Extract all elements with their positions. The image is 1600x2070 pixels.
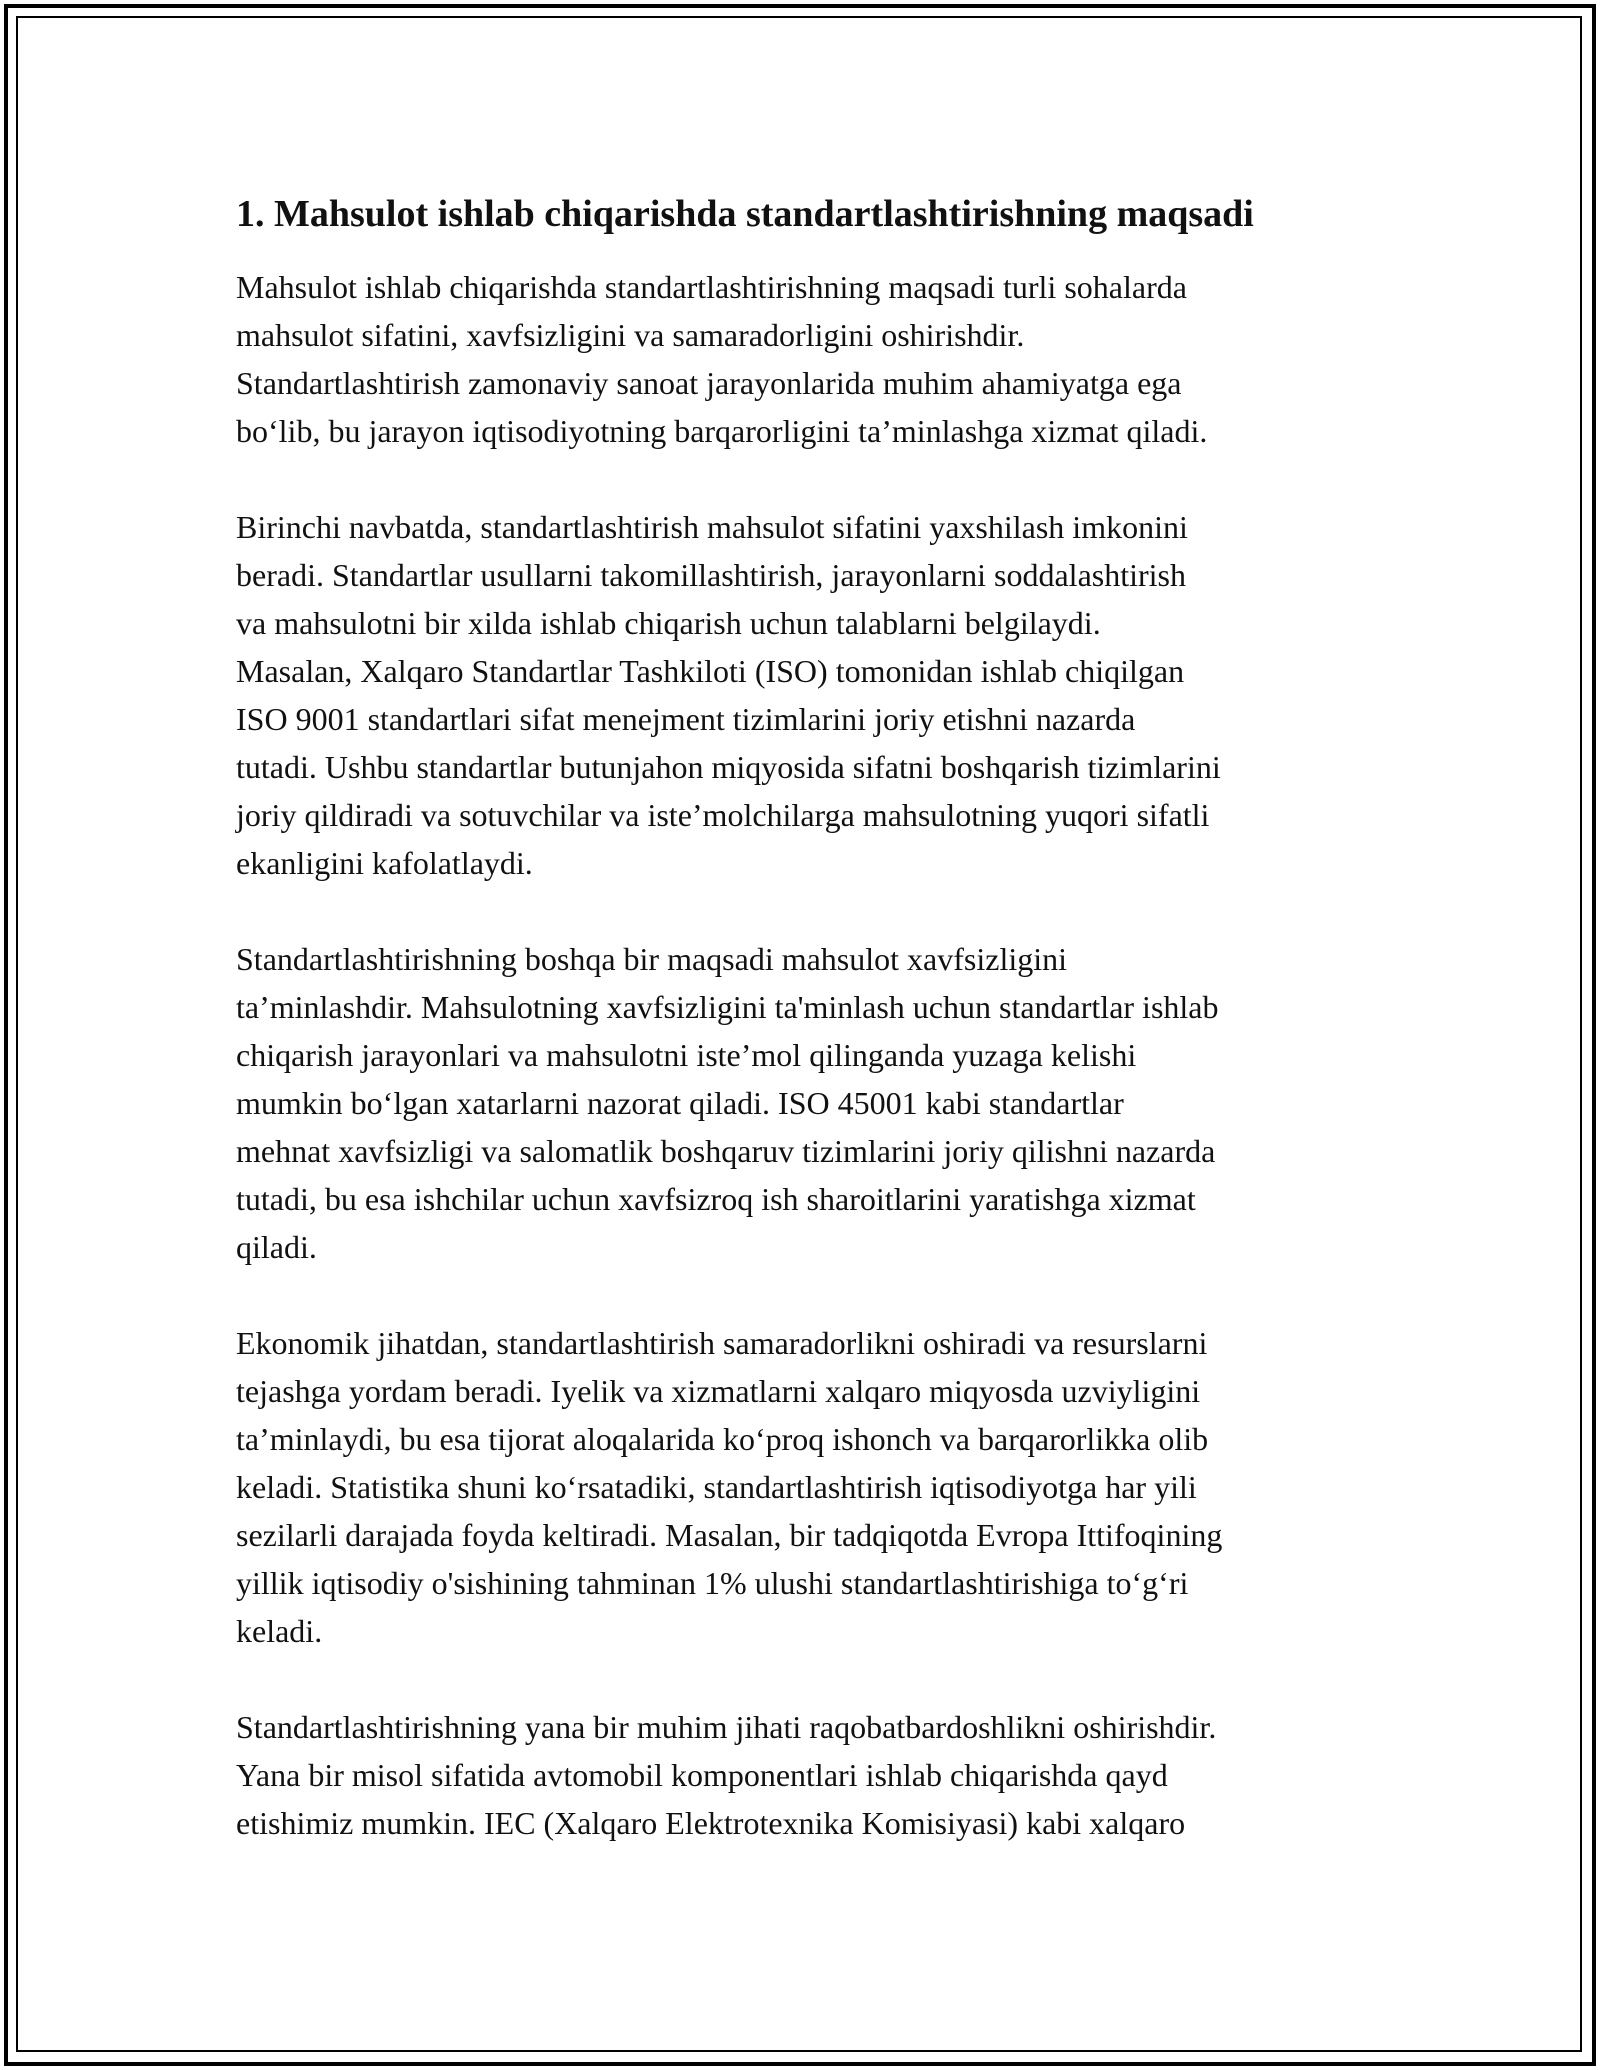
paragraph-line: ekanligini kafolatlaydi. <box>236 845 533 881</box>
paragraph-line: bo‘lib, bu jarayon iqtisodiyotning barqarorligini ta’minlashga xizmat qiladi. <box>236 413 1208 449</box>
paragraph-line: qiladi. <box>236 1229 317 1265</box>
paragraph-line: Standartlashtirish zamonaviy sanoat jarayonlarida muhim ahamiyatga ega <box>236 365 1182 401</box>
paragraph-line: ISO 9001 standartlari sifat menejment tizimlarini joriy etishni nazarda <box>236 701 1136 737</box>
paragraph-line: tejashga yordam beradi. Iyelik va xizmatlarni xalqaro miqyosda uzviyligini <box>236 1373 1201 1409</box>
paragraph-line: sezilarli darajada foyda keltiradi. Masalan, bir tadqiqotda Evropa Ittifoqining <box>236 1517 1223 1553</box>
paragraph-3 <box>236 935 1386 1271</box>
paragraph-line: joriy qildiradi va sotuvchilar va iste’molchilarga mahsulotning yuqori sifatli <box>236 797 1210 833</box>
paragraph-line: mahsulot sifatini, xavfsizligini va samaradorligini oshirishdir. <box>236 317 1025 353</box>
paragraph-line: tutadi, bu esa ishchilar uchun xavfsizroq ish sharoitlarini yaratishga xizmat <box>236 1181 1196 1217</box>
paragraph-line: ta’minlashdir. Mahsulotning xavfsizligini ta'minlash uchun standartlar ishlab <box>236 989 1219 1025</box>
document-body <box>236 185 1386 1895</box>
paragraph-4 <box>236 1319 1386 1655</box>
paragraph-line: Masalan, Xalqaro Standartlar Tashkiloti (ISO) tomonidan ishlab chiqilgan <box>236 653 1185 689</box>
paragraph-line: keladi. <box>236 1613 323 1649</box>
paragraph-line: mumkin bo‘lgan xatarlarni nazorat qiladi. ISO 45001 kabi standartlar <box>236 1085 1124 1121</box>
paragraph-line: Standartlashtirishning boshqa bir maqsadi mahsulot xavfsizligini <box>236 941 1067 977</box>
paragraph-line: ta’minlaydi, bu esa tijorat aloqalarida ko‘proq ishonch va barqarorlikka olib <box>236 1421 1209 1457</box>
paragraph-line: Standartlashtirishning yana bir muhim jihati raqobatbardoshlikni oshirishdir. <box>236 1709 1217 1745</box>
paragraph-5 <box>236 1703 1386 1847</box>
paragraph-line: tutadi. Ushbu standartlar butunjahon miqyosida sifatni boshqarish tizimlarini <box>236 749 1221 785</box>
section-heading: 1. Mahsulot ishlab chiqarishda standartlashtirishning maqsadi <box>236 193 1254 235</box>
paragraph-line: Yana bir misol sifatida avtomobil komponentlari ishlab chiqarishda qayd <box>236 1757 1168 1793</box>
paragraph-line: Birinchi navbatda, standartlashtirish mahsulot sifatini yaxshilash imkonini <box>236 509 1188 545</box>
paragraph-line: yillik iqtisodiy o'sishining tahminan 1% ulushi standartlashtirishiga to‘g‘ri <box>236 1565 1189 1601</box>
paragraph-2 <box>236 503 1386 887</box>
paragraph-line: va mahsulotni bir xilda ishlab chiqarish uchun talablarni belgilaydi. <box>236 605 1101 641</box>
paragraph-line: keladi. Statistika shuni ko‘rsatadiki, standartlashtirish iqtisodiyotga har yili <box>236 1469 1197 1505</box>
paragraph-line: mehnat xavfsizligi va salomatlik boshqaruv tizimlarini joriy qilishni nazarda <box>236 1133 1216 1169</box>
paragraph-line: Mahsulot ishlab chiqarishda standartlashtirishning maqsadi turli sohalarda <box>236 269 1187 305</box>
paragraph-line: chiqarish jarayonlari va mahsulotni iste’mol qilinganda yuzaga kelishi <box>236 1037 1137 1073</box>
paragraph-line: Ekonomik jihatdan, standartlashtirish samaradorlikni oshiradi va resurslarni <box>236 1325 1208 1361</box>
paragraph-line: etishimiz mumkin. IEC (Xalqaro Elektrotexnika Komisiyasi) kabi xalqaro <box>236 1805 1186 1841</box>
paragraph-line: beradi. Standartlar usullarni takomillashtirish, jarayonlarni soddalashtirish <box>236 557 1186 593</box>
paragraph-1 <box>236 263 1386 455</box>
